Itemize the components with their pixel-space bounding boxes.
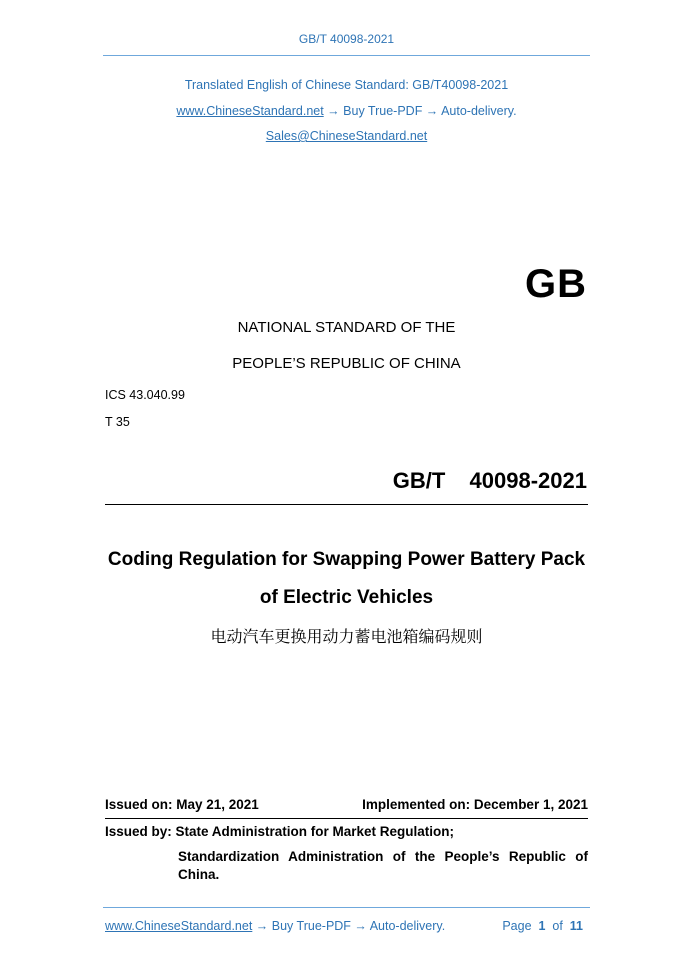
issue-divider (105, 818, 588, 819)
header-standard-code: GB/T 40098-2021 (298, 32, 395, 46)
issued-by-line1: Issued by: State Administration for Market Regulation; (105, 824, 455, 839)
issued-by-line3: China. (178, 867, 220, 882)
classification-code: T 35 (105, 415, 130, 429)
national-standard-line2: PEOPLE’S REPUBLIC OF CHINA (232, 355, 461, 372)
page-indicator (502, 919, 583, 933)
title-english-line2: of Electric Vehicles (259, 587, 434, 608)
promo-buy-text: → Buy True-PDF → Auto-delivery. (323, 104, 517, 118)
national-standard-line1: NATIONAL STANDARD OF THE (237, 319, 456, 336)
implemented-on-date: Implemented on: December 1, 2021 (362, 797, 588, 812)
gb-mark: GB (525, 262, 587, 306)
footer-divider (103, 907, 590, 908)
issued-by-line2: Standardization Administration of the People’s Republic of (178, 849, 588, 864)
standard-number-divider (105, 504, 588, 505)
page-label: Page (502, 919, 532, 933)
issued-on-date: Issued on: May 21, 2021 (105, 797, 259, 812)
of-label: of (552, 919, 563, 933)
ics-code: ICS 43.040.99 (105, 388, 185, 402)
promo-site-link[interactable]: www.ChineseStandard.net (176, 104, 324, 118)
title-chinese: 电动汽车更换用动力蓄电池箱编码规则 (210, 629, 483, 646)
page-number: 1 (538, 919, 546, 933)
promo-email-link[interactable]: Sales@ChineseStandard.net (265, 129, 428, 143)
header-divider (103, 55, 590, 56)
promo-buy-line (0, 104, 693, 118)
promo-email-line (0, 129, 693, 143)
footer-site-link[interactable]: www.ChineseStandard.net (105, 919, 253, 933)
title-english-line1: Coding Regulation for Swapping Power Battery Pack (107, 549, 586, 570)
footer-buy-line (105, 919, 445, 933)
footer-buy-text: → Buy True-PDF → Auto-delivery. (252, 919, 446, 933)
page-total: 11 (569, 919, 583, 933)
promo-translated-line: Translated English of Chinese Standard: GB/T40098-2021 (184, 78, 509, 92)
standard-number: GB/T 40098-2021 (392, 468, 587, 493)
